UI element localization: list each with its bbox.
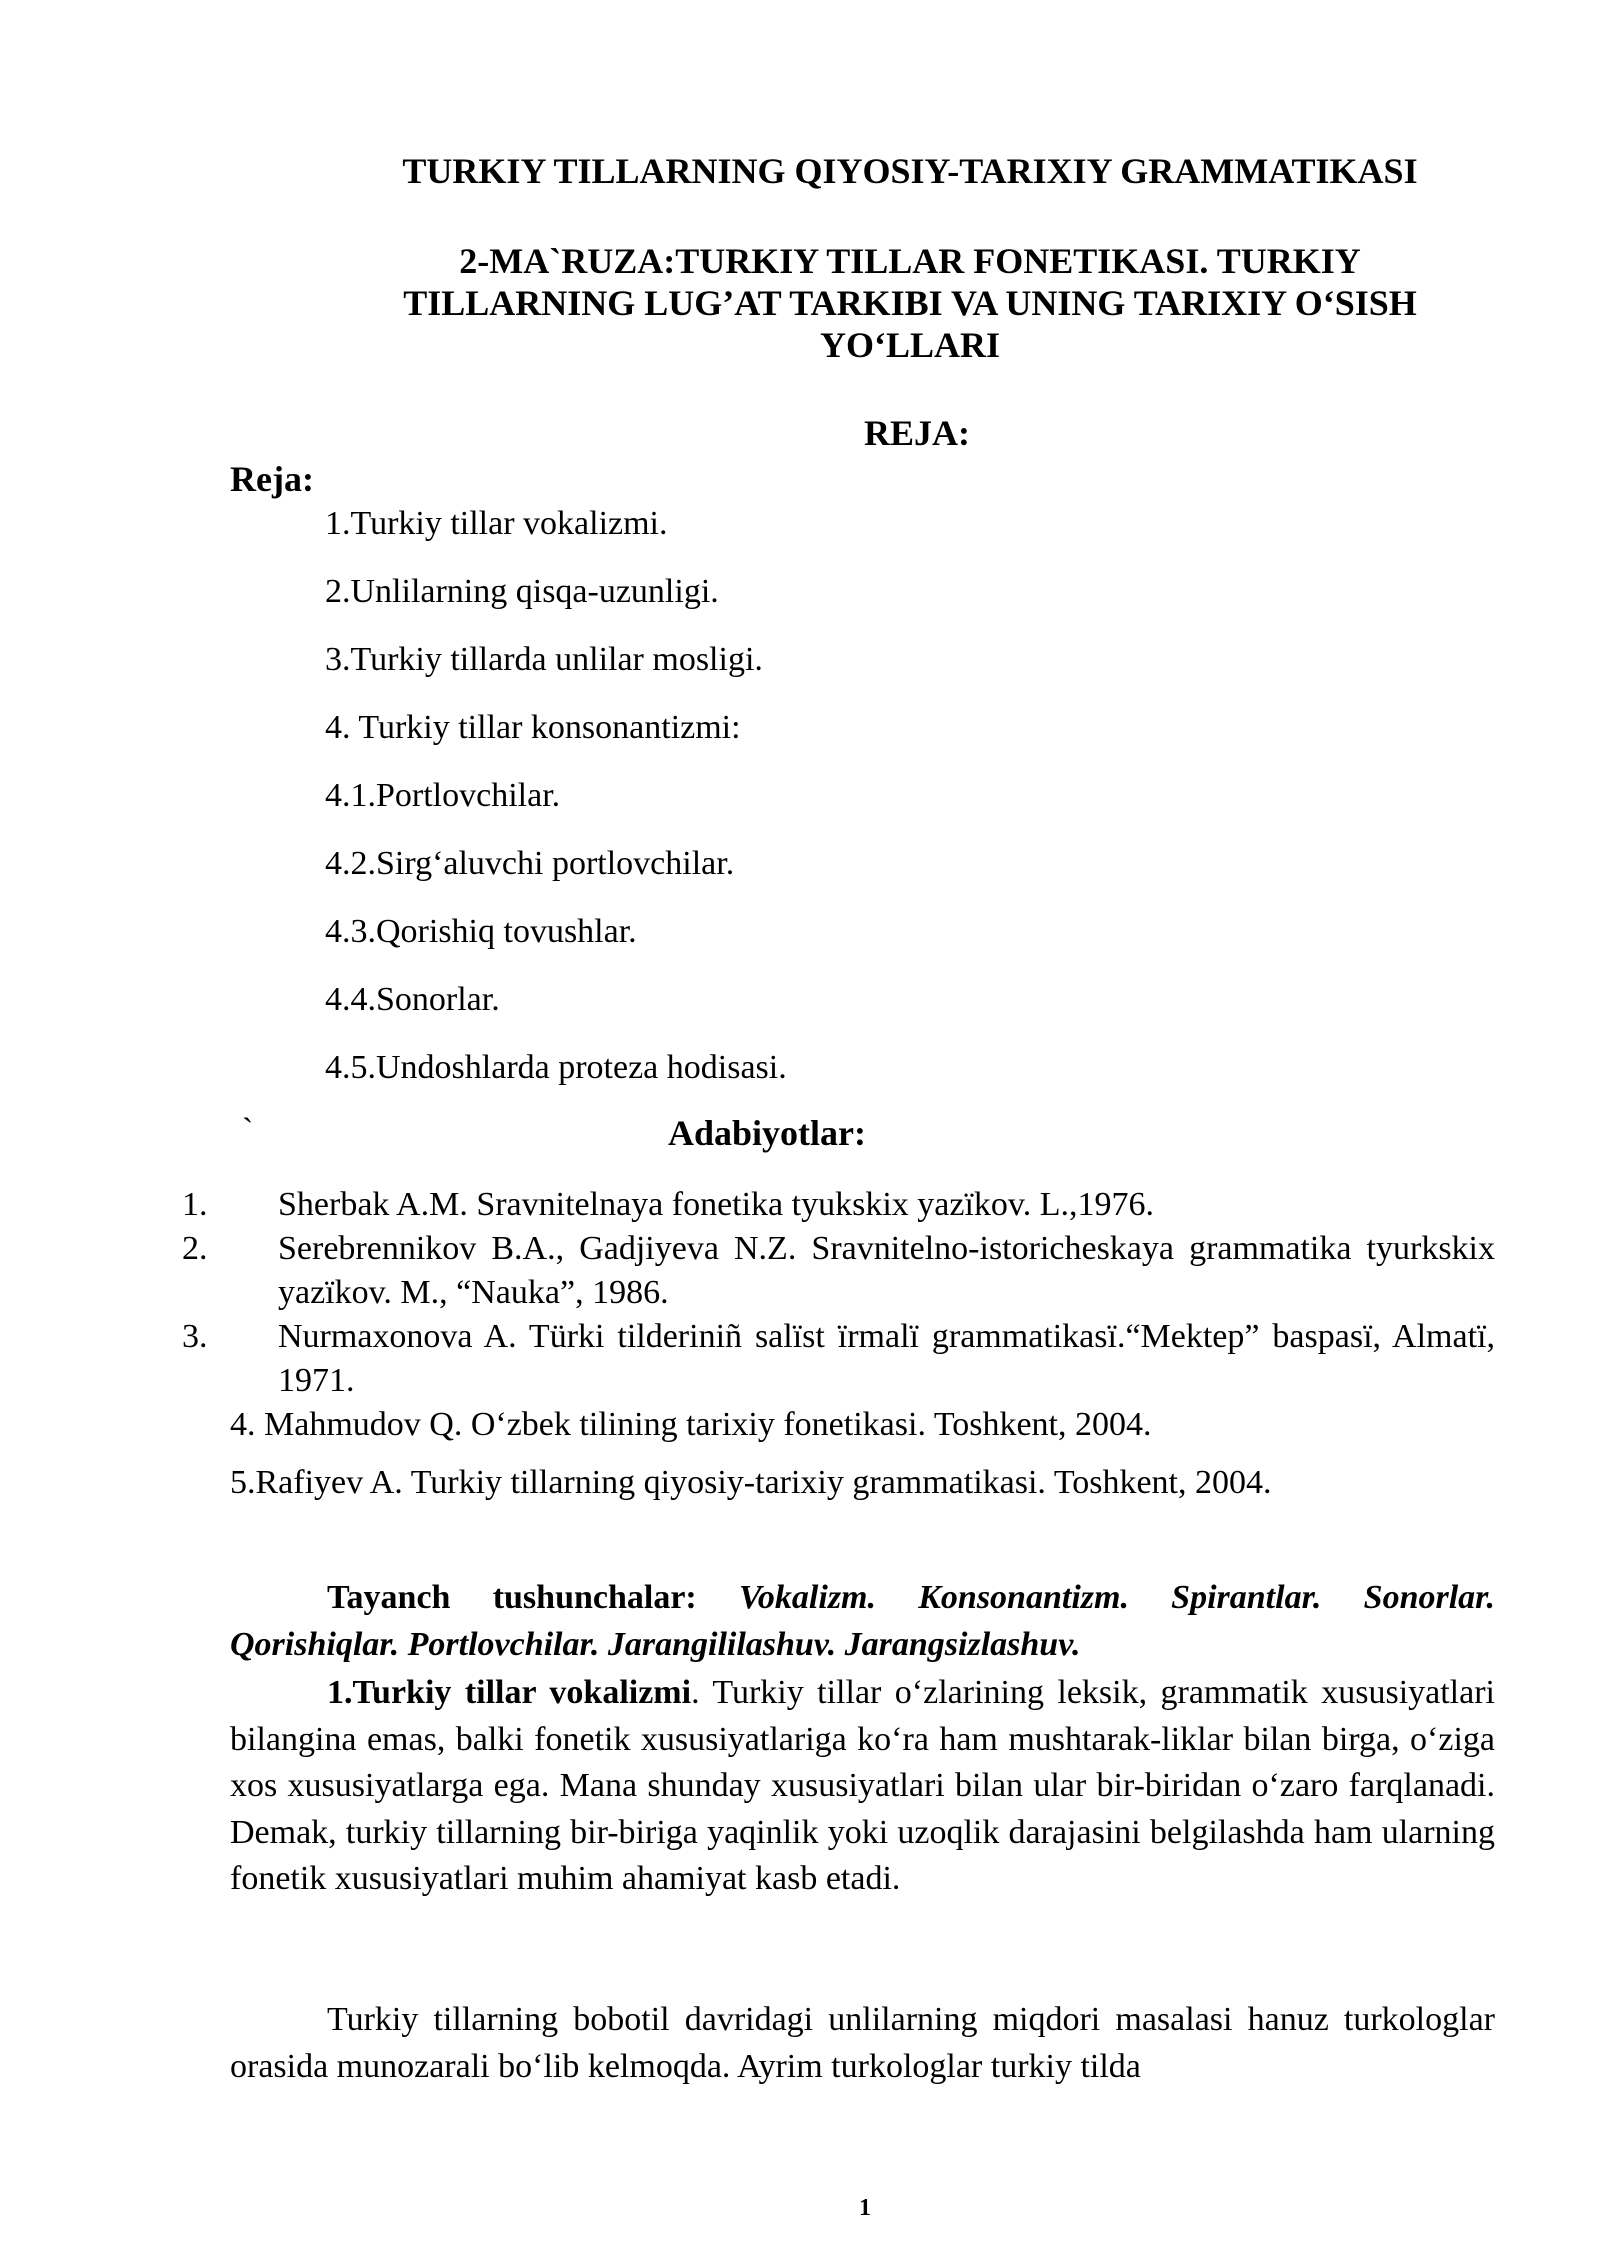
references-heading: Adabiyotlar: — [668, 1113, 866, 1153]
document-title: TURKIY TILLARNING QIYOSIY-TARIXIY GRAMMATIKASI — [402, 151, 1418, 191]
page-number: 1 — [859, 2195, 871, 2221]
reference-text: Sherbak A.M. Sravnitelnaya fonetika tyukskix yazïkov. L.,1976. — [278, 1186, 1154, 1223]
reference-item — [230, 1461, 1495, 1505]
reference-number: 1. — [182, 1186, 208, 1223]
plan-item: 4. Turkiy tillar konsonantizmi: — [325, 709, 741, 746]
reference-text: Rafiyev A. Turkiy tillarning qiyosiy-tarixiy grammatikasi. Toshkent, 2004. — [255, 1464, 1272, 1501]
plan-list — [325, 498, 787, 1110]
plan-item: 4.5.Undoshlarda proteza hodisasi. — [325, 1049, 787, 1086]
subtitle-line: YO‘LLARI — [819, 325, 1001, 365]
reference-text: Mahmudov Q. O‘zbek tilining tarixiy fonetikasi. Toshkent, 2004. — [264, 1406, 1152, 1443]
section-1-paragraph — [230, 1670, 1495, 1903]
reference-text: Serebrennikov B.A., Gadjiyeva N.Z. Sravnitelno-istoricheskaya grammatika tyurkskix yazïkov. M., “Nauka”, 1986. — [278, 1230, 1495, 1311]
plan-item: 3.Turkiy tillarda unlilar mosligi. — [325, 641, 763, 678]
subtitle-line: 2-MA`RUZA:TURKIY TILLAR FONETIKASI. TURKIY — [459, 241, 1361, 281]
lecture-subtitle — [230, 240, 1590, 366]
plan-heading-center: REJA: — [864, 413, 970, 453]
plan-heading-left: Reja: — [230, 459, 314, 499]
section-1-heading: 1.Turkiy tillar vokalizmi — [327, 1674, 692, 1711]
plan-item: 4.1.Portlovchilar. — [325, 777, 561, 814]
key-terms-list: Vokalizm. Konsonantizm. Spirantlar. Sonorlar. Qorishiqlar. Portlovchilar. Jarangililashuv. Jarangsizlashuv. — [230, 1579, 1496, 1663]
plan-item: 4.2.Sirg‘aluvchi portlovchilar. — [325, 845, 735, 882]
key-terms-label: Tayanch tushunchalar: — [327, 1579, 697, 1616]
plan-item: 1.Turkiy tillar vokalizmi. — [325, 505, 668, 542]
plan-item: 2.Unlilarning qisqa-uzunligi. — [325, 573, 719, 610]
subtitle-line: TILLARNING LUG’AT TARKIBI VA UNING TARIXIY O‘SISH — [403, 283, 1417, 323]
plan-item: 4.4.Sonorlar. — [325, 981, 500, 1018]
reference-text: Nurmaxonova A. Türki tilderiniñ salïst ïrmalï grammatikasï.“Mektep” baspasï, Almatï, 1971. — [278, 1318, 1495, 1399]
reference-number: 3. — [182, 1318, 208, 1355]
key-terms-paragraph — [230, 1575, 1495, 1668]
reference-item — [182, 1227, 1495, 1315]
reference-number: 2. — [182, 1230, 208, 1267]
reference-item — [182, 1183, 1495, 1227]
reference-number: 5. — [230, 1464, 256, 1501]
references-list — [182, 1183, 1495, 1505]
section-1-text: . Turkiy tillar o‘zlarining leksik, grammatik xususiyatlari bilangina emas, balki fonetik xususiyatlariga ko‘ra ham mushtarak-liklar bilan birga, o‘ziga xos xususiyatlarga ega. Mana shunday xususiyatlari bilan ular bir-biridan o‘zaro farqlanadi. Demak, turkiy tillarning bir-biriga yaqinlik yoki uzoqlik darajasini belgilashda ham ularning fonetik xususiyatlari muhim ahamiyat kasb etadi. — [230, 1674, 1495, 1897]
reference-number: 4. — [230, 1406, 256, 1443]
stray-backtick: ` — [242, 1112, 254, 1149]
reference-item — [230, 1403, 1495, 1447]
reference-item — [182, 1315, 1495, 1403]
plan-item: 4.3.Qorishiq tovushlar. — [325, 913, 637, 950]
body-paragraph: Turkiy tillarning bobotil davridagi unlilarning miqdori masalasi hanuz turkologlar orasida munozarali bo‘lib kelmoqda. Ayrim turkologlar turkiy tilda — [230, 2001, 1495, 2085]
